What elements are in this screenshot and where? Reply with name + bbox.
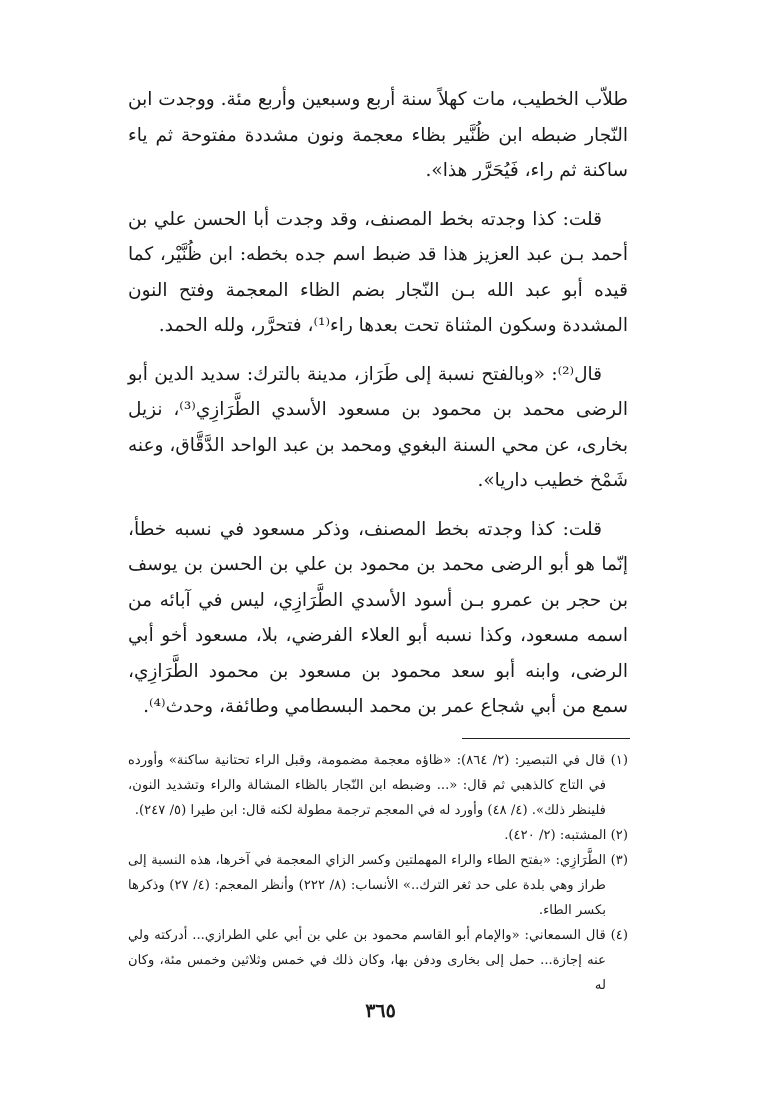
main-text [128, 82, 628, 738]
paragraph-3: قال⁽²⁾: «وبالفتح نسبة إلى طَرَاز، مدينة بالترك: سديد الدين أبو الرضى محمد بن محمود بن مسعود الأسدي الطَّرَازِي⁽³⁾، نزيل بخارى، عن محي السنة البغوي ومحمد بن عبد الواحد الدَّقَّاق، وعنه شَمْخ خطيب داريا». [128, 363, 628, 491]
footnote-4: (٤) قال السمعاني: «والإمام أبو القاسم محمود بن علي بن أبي علي الطرازي... أدركته ولي عنه إجازة... حمل إلى بخارى ودفن بها، وكان ذلك في خمس وثلاثين وخمس مئة، وكان له [128, 928, 628, 993]
footnotes [128, 748, 628, 998]
paragraph-4: قلت: كذا وجدته بخط المصنف، وذكر مسعود في نسبه خطأ، إنّما هو أبو الرضى محمد بن محمود بن علي بن الحسن بن يوسف بن حجر بن عمرو بـن أسود الأسدي الطَّرَازِي، ليس في آبائه من اسمه مسعود، وكذا نسبه أبو العلاء الفرضي، بلا، مسعود أخو أبي الرضى، وابنه أبو سعد محمود بن مسعود بن محمود الطَّرَازِي، سمع من أبي شجاع عمر بن محمد البسطامي وطائفة، وحدث⁽⁴⁾. [128, 518, 628, 717]
footnote-divider [462, 738, 630, 739]
footnote-2: (٢) المشتبه: (٢/ ٤٢٠). [504, 828, 628, 843]
page-number: ٣٦٥ [365, 1000, 396, 1022]
paragraph-1: طلاّب الخطيب، مات كهلاً سنة أربع وسبعين وأربع مئة. ووجدت ابن النّجار ضبطه ابن ظُنَّير بظاء معجمة ونون مشددة مفتوحة ثم ياء ساكنة ثم راء، فَيُحَرَّر هذا». [128, 89, 628, 181]
paragraph-2: قلت: كذا وجدته بخط المصنف، وقد وجدت أبا الحسن علي بن أحمد بـن عبد العزيز هذا قد ضبط اسم جده بخطه: ابن ظُنَّيْر، كما قيده أبو عبد الله بـن النّجار بضم الظاء المعجمة وفتح النون المشددة وسكون المثناة تحت بعدها راء⁽¹⁾، فتحرَّر، ولله الحمد. [128, 208, 628, 336]
footnote-1: (١) قال في التبصير: (٢/ ٨٦٤): «ظاؤه معجمة مضمومة، وقبل الراء تحتانية ساكنة» وأورده في التاج كالذهبي ثم قال: «... وضبطه ابن النّجار بالظاء المشالة والراء وتشديد النون، فلينظر ذلك». (٤/ ٤٨) وأورد له في المعجم ترجمة مطولة لكنه قال: ابن طيرا (٥/ ٢٤٧). [128, 753, 628, 818]
footnote-3: (٣) الطَّرَازِي: «بفتح الطاء والراء المهملتين وكسر الزاي المعجمة في آخرها، هذه النسبة إلى طراز وهي بلدة على حد ثغر الترك..» الأنساب: (٨/ ٢٢٢) وأنظر المعجم: (٤/ ٢٧) وذكرها بكسر الطاء. [128, 853, 628, 918]
